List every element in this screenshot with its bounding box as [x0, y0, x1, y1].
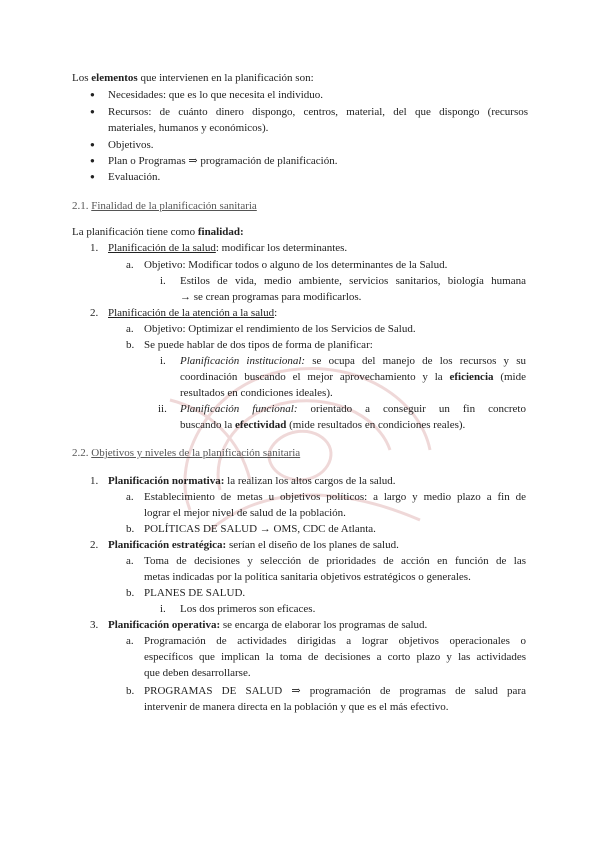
list-number: 1.: [90, 242, 99, 254]
bullet-icon: ●: [90, 90, 95, 99]
list-roman: i.: [160, 275, 166, 287]
list-item: Planificación operativa: se encarga de elaborar los programas de salud.: [108, 619, 428, 631]
section-heading: 2.2. Objetivos y niveles de la planificación sanitaria: [72, 447, 301, 459]
list-roman: i.: [160, 603, 166, 615]
list-letter: b.: [126, 685, 135, 697]
list-item-continuation: metas indicadas por la política sanitaria objetivos estratégicos o generales.: [144, 571, 471, 583]
list-item: Estilos de vida, medio ambiente, servicios sanitarios, biología humana: [180, 275, 526, 287]
list-item: Se puede hablar de dos tipos de forma de planificar:: [144, 339, 373, 351]
list-item: Planificación estratégica: serían el diseño de los planes de salud.: [108, 539, 399, 551]
list-number: 1.: [90, 475, 99, 487]
bullet-icon: ●: [90, 140, 95, 149]
intro-paragraph: Los elementos que intervienen en la planificación son:: [72, 72, 314, 84]
list-item: Los dos primeros son eficaces.: [180, 603, 316, 615]
list-roman: ii.: [158, 403, 167, 415]
list-letter: b.: [126, 339, 135, 351]
list-item: Planificación institucional: se ocupa del manejo de los recursos y su: [180, 355, 526, 367]
list-item: POLÍTICAS DE SALUD → OMS, CDC de Atlanta.: [144, 523, 376, 535]
list-item: Planificación funcional: orientado a conseguir un fin concreto: [180, 403, 526, 415]
list-item-continuation: lograr el mejor nivel de salud de la población.: [144, 507, 346, 519]
list-item: Planificación normativa: la realizan los altos cargos de la salud.: [108, 475, 396, 487]
bullet-icon: ●: [90, 107, 95, 116]
list-item: Programación de actividades dirigidas a lograr objetivos operacionales o: [144, 635, 526, 647]
list-letter: b.: [126, 587, 135, 599]
list-letter: a.: [126, 555, 134, 567]
section-intro: La planificación tiene como finalidad:: [72, 226, 244, 238]
list-item: PROGRAMAS DE SALUD ⇒ programación de programas de salud para: [144, 685, 526, 697]
list-number: 3.: [90, 619, 99, 631]
list-item-continuation: → se crean programas para modificarlos.: [180, 291, 362, 303]
list-roman: i.: [160, 355, 166, 367]
list-item: Toma de decisiones y selección de prioridades de acción en función de las: [144, 555, 526, 567]
list-item-continuation: materiales, humanos y económicos).: [108, 122, 269, 134]
list-item: Necesidades: que es lo que necesita el individuo.: [108, 89, 324, 101]
section-heading: 2.1. Finalidad de la planificación sanitaria: [72, 200, 257, 212]
list-item-continuation: buscando la efectividad (mide resultados en condiciones reales).: [180, 419, 466, 431]
list-number: 2.: [90, 307, 99, 319]
list-letter: a.: [126, 635, 134, 647]
list-item: Establecimiento de metas u objetivos políticos: a largo y medio plazo a fin de: [144, 491, 526, 503]
list-item-continuation: intervenir de manera directa en la población y que es el más efectivo.: [144, 701, 449, 713]
list-item: Planificación de la salud: modificar los determinantes.: [108, 242, 348, 254]
list-item: Evaluación.: [108, 171, 161, 183]
list-item: Recursos: de cuánto dinero dispongo, centros, material, del que dispongo (recursos: [108, 106, 528, 118]
list-item-continuation: resultados en condiciones ideales).: [180, 387, 333, 399]
list-item: Objetivos.: [108, 139, 154, 151]
list-item: Planificación de la atención a la salud:: [108, 307, 278, 319]
list-letter: a.: [126, 323, 134, 335]
bullet-icon: ●: [90, 156, 95, 165]
list-item: Plan o Programas ⇒ programación de planificación.: [108, 155, 338, 167]
list-item-continuation: que deben desarrollarse.: [144, 667, 251, 679]
bullet-icon: ●: [90, 172, 95, 181]
list-item-continuation: coordinación buscando el mejor aprovechamiento y la eficiencia (mide: [180, 371, 526, 383]
list-item-continuation: específicos que implican la toma de decisiones a corto plazo y las actividades: [144, 651, 526, 663]
list-item: PLANES DE SALUD.: [144, 587, 246, 599]
list-letter: a.: [126, 491, 134, 503]
list-item: Objetivo: Modificar todos o alguno de los determinantes de la Salud.: [144, 259, 448, 271]
list-number: 2.: [90, 539, 99, 551]
list-item: Objetivo: Optimizar el rendimiento de los Servicios de Salud.: [144, 323, 416, 335]
list-letter: b.: [126, 523, 135, 535]
list-letter: a.: [126, 259, 134, 271]
